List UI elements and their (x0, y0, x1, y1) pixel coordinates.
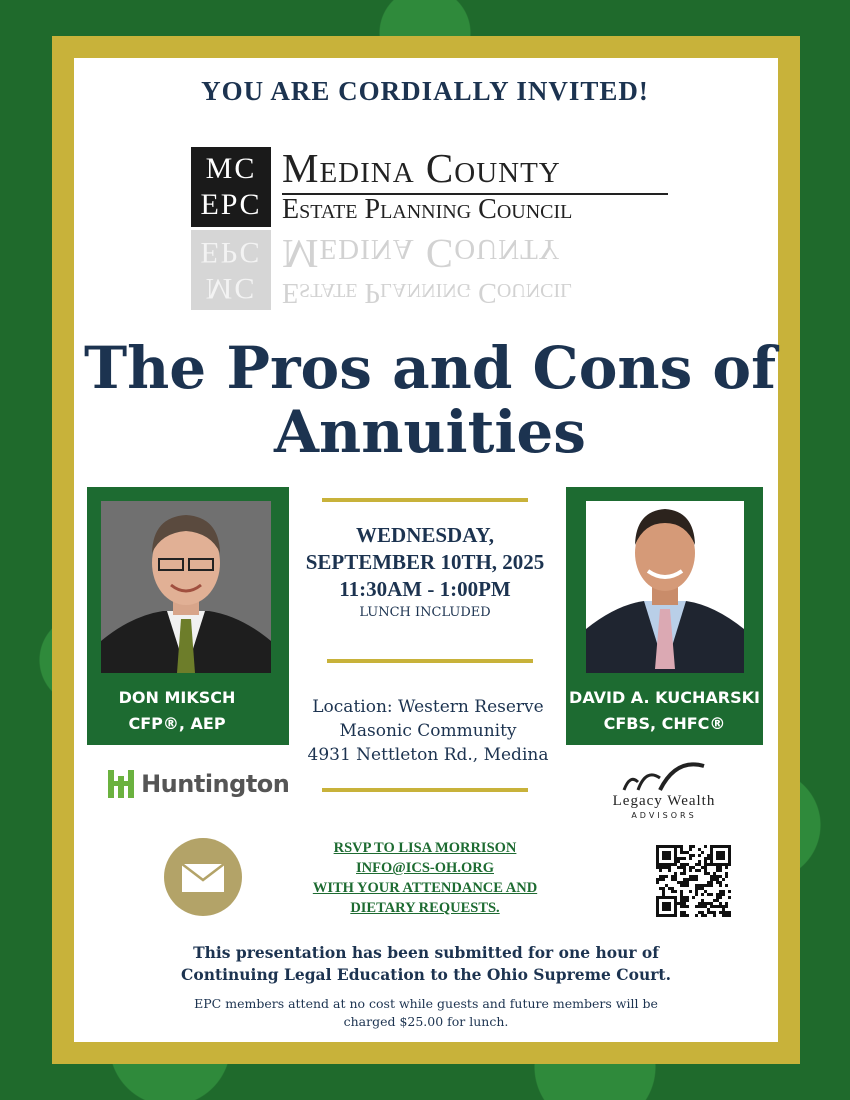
presentation-title (0, 336, 850, 464)
logo-subtitle-reflection: Estate Planning Council (282, 277, 573, 308)
speaker-left-label (87, 685, 267, 737)
monogram-top: MC (205, 152, 257, 185)
rsvp-line-3: WITH YOUR ATTENDANCE AND (312, 880, 538, 896)
location-line-3: 4931 Nettleton Rd., Medina (307, 745, 549, 765)
speaker-left-name: DON MIKSCH (118, 688, 236, 707)
huntington-mark-icon (106, 768, 136, 800)
rsvp-line-1: RSVP TO LISA MORRISON (333, 840, 517, 856)
speaker-photo-left (101, 501, 271, 673)
event-time: 11:30AM - 1:00PM (339, 577, 511, 601)
legacy-arches-icon (620, 756, 710, 792)
qr-code-graphic (656, 845, 731, 917)
fee-statement (74, 995, 778, 1031)
invitation-heading: YOU ARE CORDIALLY INVITED! (201, 76, 649, 106)
qr-code-icon[interactable] (656, 845, 731, 917)
event-date: SEPTEMBER 10TH, 2025 (305, 550, 545, 574)
huntington-wordmark: Huntington (141, 770, 290, 798)
divider-top (322, 498, 528, 502)
speaker-right-credentials: CFBS, CHFC® (603, 714, 726, 733)
speaker-photo-right (586, 501, 744, 673)
huntington-logo (106, 768, 289, 800)
email-badge (164, 838, 242, 916)
person-avatar-icon (586, 501, 744, 673)
event-day: WEDNESDAY, (356, 523, 494, 547)
speaker-left-credentials: CFP®, AEP (128, 714, 226, 733)
legacy-wealth-arc-logo (620, 756, 710, 796)
rsvp-line-4: DIETARY REQUESTS. (350, 900, 500, 916)
divider-middle (327, 659, 533, 663)
epc-monogram-reflection (191, 230, 271, 310)
monogram-bottom: EPC (200, 188, 262, 221)
title-line-1: The Pros and Cons of (83, 334, 777, 402)
event-datetime (290, 522, 560, 603)
divider-bottom (322, 788, 528, 792)
epc-monogram-logo (191, 147, 271, 227)
monogram-bottom-reflection: EPC (200, 236, 262, 269)
location-line-1: Location: Western Reserve (312, 697, 544, 717)
cle-statement (74, 942, 778, 986)
logo-org-name: Medina County (282, 145, 561, 191)
rsvp-email-link[interactable]: INFO@ICS-OH.ORG (356, 860, 494, 876)
fee-line-1: EPC members attend at no cost while guests and future members will be (194, 996, 658, 1011)
cle-line-1: This presentation has been submitted for one hour of (193, 943, 659, 962)
cle-line-2: Continuing Legal Education to the Ohio Supreme Court. (181, 965, 671, 984)
speaker-right-label (566, 685, 763, 737)
envelope-icon (164, 838, 242, 916)
rsvp-instructions (270, 838, 580, 918)
event-location (280, 695, 576, 767)
fee-line-2: charged $25.00 for lunch. (343, 1014, 509, 1029)
monogram-top-reflection: MC (205, 272, 257, 305)
person-avatar-icon (101, 501, 271, 673)
legacy-advisors-wordmark: ADVISORS (631, 811, 697, 820)
location-line-2: Masonic Community (339, 721, 517, 741)
legacy-wealth-wordmark: Legacy Wealth (612, 793, 716, 809)
logo-org-subtitle: Estate Planning Council (282, 194, 573, 225)
speaker-right-name: DAVID A. KUCHARSKI (569, 688, 760, 707)
lunch-note: LUNCH INCLUDED (359, 605, 491, 620)
title-line-2: Annuities (274, 398, 586, 466)
logo-name-reflection: Medina County (282, 231, 561, 277)
